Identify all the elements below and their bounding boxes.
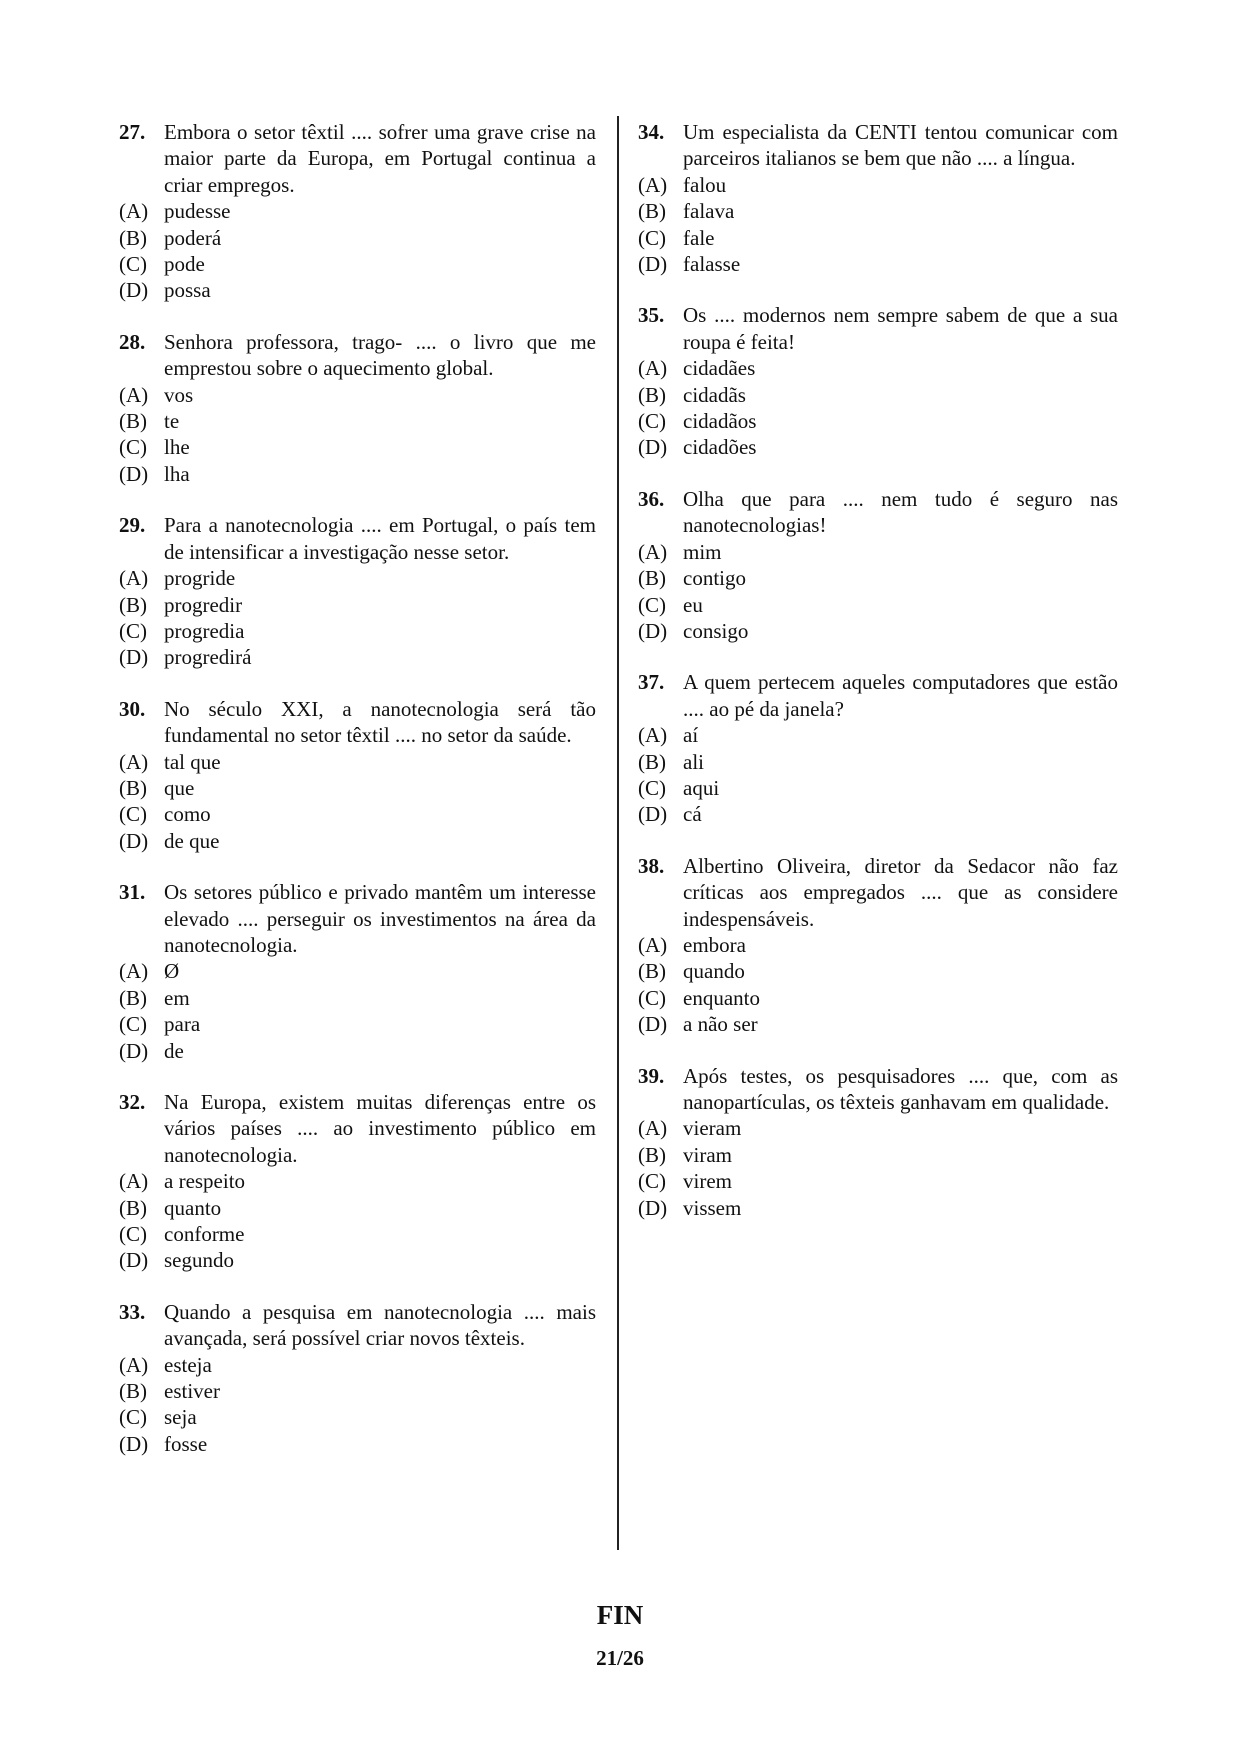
option-label: (D): [119, 278, 149, 303]
option-label: (B): [638, 566, 666, 591]
question-block: [119, 1089, 596, 1274]
option-label: (B): [119, 1195, 147, 1220]
question-block: [119, 512, 596, 670]
option-text: lhe: [164, 435, 190, 460]
answer-option: [638, 172, 1118, 198]
question-stem: [638, 302, 1118, 355]
option-text: fosse: [164, 1431, 208, 1456]
option-label: (C): [638, 1169, 666, 1194]
option-text: a não ser: [683, 1012, 758, 1037]
option-label: (C): [119, 1012, 147, 1037]
option-label: (A): [638, 932, 668, 957]
answer-option: [119, 565, 596, 591]
option-text: pode: [164, 252, 205, 277]
option-label: (D): [638, 618, 668, 643]
option-label: (B): [119, 775, 147, 800]
option-label: (B): [638, 959, 666, 984]
right-column: [638, 119, 1118, 1246]
answer-option: [638, 434, 1118, 460]
option-label: (D): [119, 645, 149, 670]
option-text: cidadãs: [683, 382, 746, 407]
page-number: 21/26: [596, 1646, 644, 1670]
option-text: conforme: [164, 1222, 245, 1247]
answer-option: [638, 565, 1118, 591]
option-text: poderá: [164, 225, 222, 250]
question-text: Albertino Oliveira, diretor da Sedacor não faz críticas aos empregados .... que as considere indespensáveis.: [683, 853, 1118, 931]
answer-option: [638, 932, 1118, 958]
answer-option: [638, 985, 1118, 1011]
question-stem: [638, 119, 1118, 172]
option-label: (C): [638, 225, 666, 250]
option-text: de: [164, 1038, 184, 1063]
question-text: Embora o setor têxtil .... sofrer uma grave crise na maior parte da Europa, em Portugal continua a criar empregos.: [164, 120, 596, 197]
question-stem: [638, 486, 1118, 539]
question-text: Para a nanotecnologia .... em Portugal, o país tem de intensificar a investigação nesse setor.: [164, 513, 596, 564]
option-label: (D): [638, 252, 668, 277]
option-text: progredia: [164, 618, 245, 643]
answer-option: [638, 722, 1118, 748]
option-text: a respeito: [164, 1169, 246, 1194]
question-block: [638, 302, 1118, 460]
option-label: (A): [119, 749, 149, 774]
question-block: [119, 696, 596, 854]
question-number: 28.: [119, 329, 146, 354]
option-text: cá: [683, 802, 702, 827]
option-label: (C): [638, 592, 666, 617]
question-number: 38.: [638, 853, 665, 878]
question-stem: [119, 696, 596, 749]
question-text: Na Europa, existem muitas diferenças entre os vários países .... ao investimento público em nanotecnologia.: [164, 1090, 596, 1167]
answer-option: [638, 1142, 1118, 1168]
answer-option: [638, 1168, 1118, 1194]
answer-option: [638, 775, 1118, 801]
option-text: para: [164, 1012, 201, 1037]
question-number: 32.: [119, 1090, 146, 1114]
question-stem: [119, 119, 596, 198]
answer-option: [119, 198, 596, 224]
option-text: vieram: [683, 1116, 742, 1141]
option-text: possa: [164, 278, 211, 303]
question-stem: [638, 1063, 1118, 1116]
option-label: (C): [119, 802, 147, 827]
option-text: ali: [683, 749, 704, 774]
option-label: (C): [119, 1222, 147, 1247]
option-label: (B): [119, 985, 147, 1010]
option-text: te: [164, 409, 180, 434]
option-text: vissem: [683, 1195, 742, 1220]
question-stem: [119, 329, 596, 382]
question-block: [638, 669, 1118, 827]
question-stem: [119, 512, 596, 565]
option-text: progride: [164, 566, 236, 591]
option-text: esteja: [164, 1352, 212, 1377]
column-divider: [617, 116, 619, 1550]
question-number: 34.: [638, 120, 665, 144]
answer-option: [119, 801, 596, 827]
option-label: (C): [638, 775, 666, 800]
answer-option: [119, 749, 596, 775]
left-column: [119, 119, 596, 1482]
option-text: falava: [683, 199, 735, 224]
answer-option: [119, 1011, 596, 1037]
question-text: Quando a pesquisa em nanotecnologia .... mais avançada, será possível criar novos têxteis.: [164, 1299, 596, 1351]
answer-option: [119, 958, 596, 984]
option-label: (D): [119, 1038, 149, 1063]
option-text: cidadãos: [683, 409, 757, 434]
answer-option: [638, 1011, 1118, 1037]
question-block: [119, 329, 596, 487]
answer-option: [119, 1352, 596, 1378]
option-text: aqui: [683, 775, 720, 800]
answer-option: [638, 251, 1118, 277]
option-label: (D): [119, 1431, 149, 1456]
question-text: Os .... modernos nem sempre sabem de que a sua roupa é feita!: [683, 303, 1118, 354]
option-text: seja: [164, 1405, 197, 1430]
option-text: Ø: [164, 959, 180, 984]
option-label: (D): [638, 802, 668, 827]
option-label: (D): [638, 1012, 668, 1037]
option-label: (C): [119, 435, 147, 460]
answer-option: [119, 592, 596, 618]
option-text: quando: [683, 959, 745, 984]
question-text: No século XXI, a nanotecnologia será tão fundamental no setor têxtil .... no setor da saúde.: [164, 696, 596, 748]
option-text: embora: [683, 932, 746, 957]
question-number: 30.: [119, 696, 146, 721]
option-label: (C): [119, 1405, 147, 1430]
option-label: (B): [119, 225, 147, 250]
answer-option: [638, 801, 1118, 827]
option-text: virem: [683, 1169, 732, 1194]
option-label: (D): [119, 461, 149, 486]
answer-option: [119, 1168, 596, 1194]
option-text: lha: [164, 461, 190, 486]
question-number: 36.: [638, 486, 665, 511]
answer-option: [119, 408, 596, 434]
question-stem: [119, 879, 596, 958]
option-text: como: [164, 802, 211, 827]
option-label: (A): [638, 539, 668, 564]
answer-option: [119, 644, 596, 670]
option-label: (A): [119, 959, 149, 984]
option-label: (B): [119, 409, 147, 434]
question-stem: [638, 669, 1118, 722]
question-text: Após testes, os pesquisadores .... que, com as nanopartículas, os têxteis ganhavam em qualidade.: [683, 1063, 1118, 1114]
option-label: (B): [638, 199, 666, 224]
option-text: cidadães: [683, 356, 756, 381]
option-label: (B): [638, 382, 666, 407]
end-label: FIN: [596, 1600, 644, 1630]
option-label: (A): [119, 382, 149, 407]
answer-option: [638, 408, 1118, 434]
option-label: (C): [119, 618, 147, 643]
option-text: de que: [164, 828, 220, 853]
answer-option: [119, 1221, 596, 1247]
answer-option: [119, 618, 596, 644]
question-number: 31.: [119, 880, 146, 905]
question-block: [638, 119, 1118, 277]
answer-option: [119, 434, 596, 460]
option-label: (C): [638, 409, 666, 434]
question-block: [638, 486, 1118, 644]
answer-option: [119, 775, 596, 801]
option-text: eu: [683, 592, 703, 617]
option-text: fale: [683, 225, 715, 250]
option-text: pudesse: [164, 199, 231, 224]
question-number: 27.: [119, 120, 146, 144]
option-text: em: [164, 985, 190, 1010]
question-block: [638, 853, 1118, 1038]
question-number: 39.: [638, 1063, 665, 1088]
question-text: Olha que para .... nem tudo é seguro nas nanotecnologias!: [683, 486, 1118, 538]
answer-option: [638, 749, 1118, 775]
answer-option: [119, 1404, 596, 1430]
answer-option: [638, 1195, 1118, 1221]
answer-option: [638, 539, 1118, 565]
answer-option: [119, 828, 596, 854]
answer-option: [119, 1378, 596, 1404]
option-label: (B): [638, 1142, 666, 1167]
option-text: segundo: [164, 1248, 234, 1273]
option-text: viram: [683, 1142, 732, 1167]
option-label: (A): [638, 172, 668, 197]
option-text: mim: [683, 539, 722, 564]
option-label: (A): [119, 1352, 149, 1377]
question-number: 33.: [119, 1299, 146, 1324]
question-block: [119, 119, 596, 304]
answer-option: [119, 1247, 596, 1273]
answer-option: [119, 225, 596, 251]
question-text: Senhora professora, trago- .... o livro que me emprestou sobre o aquecimento global.: [164, 329, 596, 381]
option-text: vos: [164, 382, 194, 407]
answer-option: [119, 1431, 596, 1457]
question-text: Um especialista da CENTI tentou comunicar com parceiros italianos se bem que não .... a língua.: [683, 120, 1118, 171]
option-label: (B): [119, 592, 147, 617]
question-stem: [638, 853, 1118, 932]
answer-option: [119, 382, 596, 408]
option-text: tal que: [164, 749, 221, 774]
option-label: (A): [638, 723, 668, 748]
answer-option: [638, 198, 1118, 224]
option-text: progredirá: [164, 645, 252, 670]
option-label: (C): [119, 252, 147, 277]
option-text: consigo: [683, 618, 749, 643]
answer-option: [119, 461, 596, 487]
answer-option: [119, 985, 596, 1011]
question-stem: [119, 1299, 596, 1352]
option-label: (D): [119, 828, 149, 853]
answer-option: [638, 958, 1118, 984]
answer-option: [119, 251, 596, 277]
option-label: (D): [638, 1195, 668, 1220]
question-block: [119, 879, 596, 1064]
question-stem: [119, 1089, 596, 1168]
option-text: cidadões: [683, 435, 757, 460]
option-label: (A): [119, 566, 149, 591]
option-label: (A): [119, 1169, 149, 1194]
answer-option: [119, 1038, 596, 1064]
option-label: (D): [638, 435, 668, 460]
answer-option: [638, 592, 1118, 618]
question-number: 35.: [638, 303, 665, 328]
question-text: Os setores público e privado mantêm um interesse elevado .... perseguir os investimentos na área da nanotecnologia.: [164, 880, 596, 957]
option-label: (B): [119, 1379, 147, 1404]
option-label: (A): [638, 356, 668, 381]
option-label: (A): [638, 1116, 668, 1141]
answer-option: [638, 382, 1118, 408]
option-text: enquanto: [683, 985, 760, 1010]
option-label: (C): [638, 985, 666, 1010]
answer-option: [638, 618, 1118, 644]
option-label: (D): [119, 1248, 149, 1273]
option-text: progredir: [164, 592, 243, 617]
answer-option: [638, 355, 1118, 381]
option-text: aí: [683, 723, 699, 748]
answer-option: [638, 1115, 1118, 1141]
option-text: estiver: [164, 1379, 220, 1404]
option-text: falasse: [683, 252, 741, 277]
option-label: (A): [119, 199, 149, 224]
answer-option: [638, 225, 1118, 251]
option-label: (B): [638, 749, 666, 774]
question-text: A quem pertecem aqueles computadores que estão .... ao pé da janela?: [683, 670, 1118, 721]
option-text: contigo: [683, 566, 746, 591]
option-text: quanto: [164, 1195, 222, 1220]
question-number: 29.: [119, 513, 146, 538]
question-block: [119, 1299, 596, 1457]
option-text: que: [164, 775, 195, 800]
option-text: falou: [683, 172, 727, 197]
answer-option: [119, 277, 596, 303]
question-number: 37.: [638, 670, 665, 695]
answer-option: [119, 1195, 596, 1221]
question-block: [638, 1063, 1118, 1221]
